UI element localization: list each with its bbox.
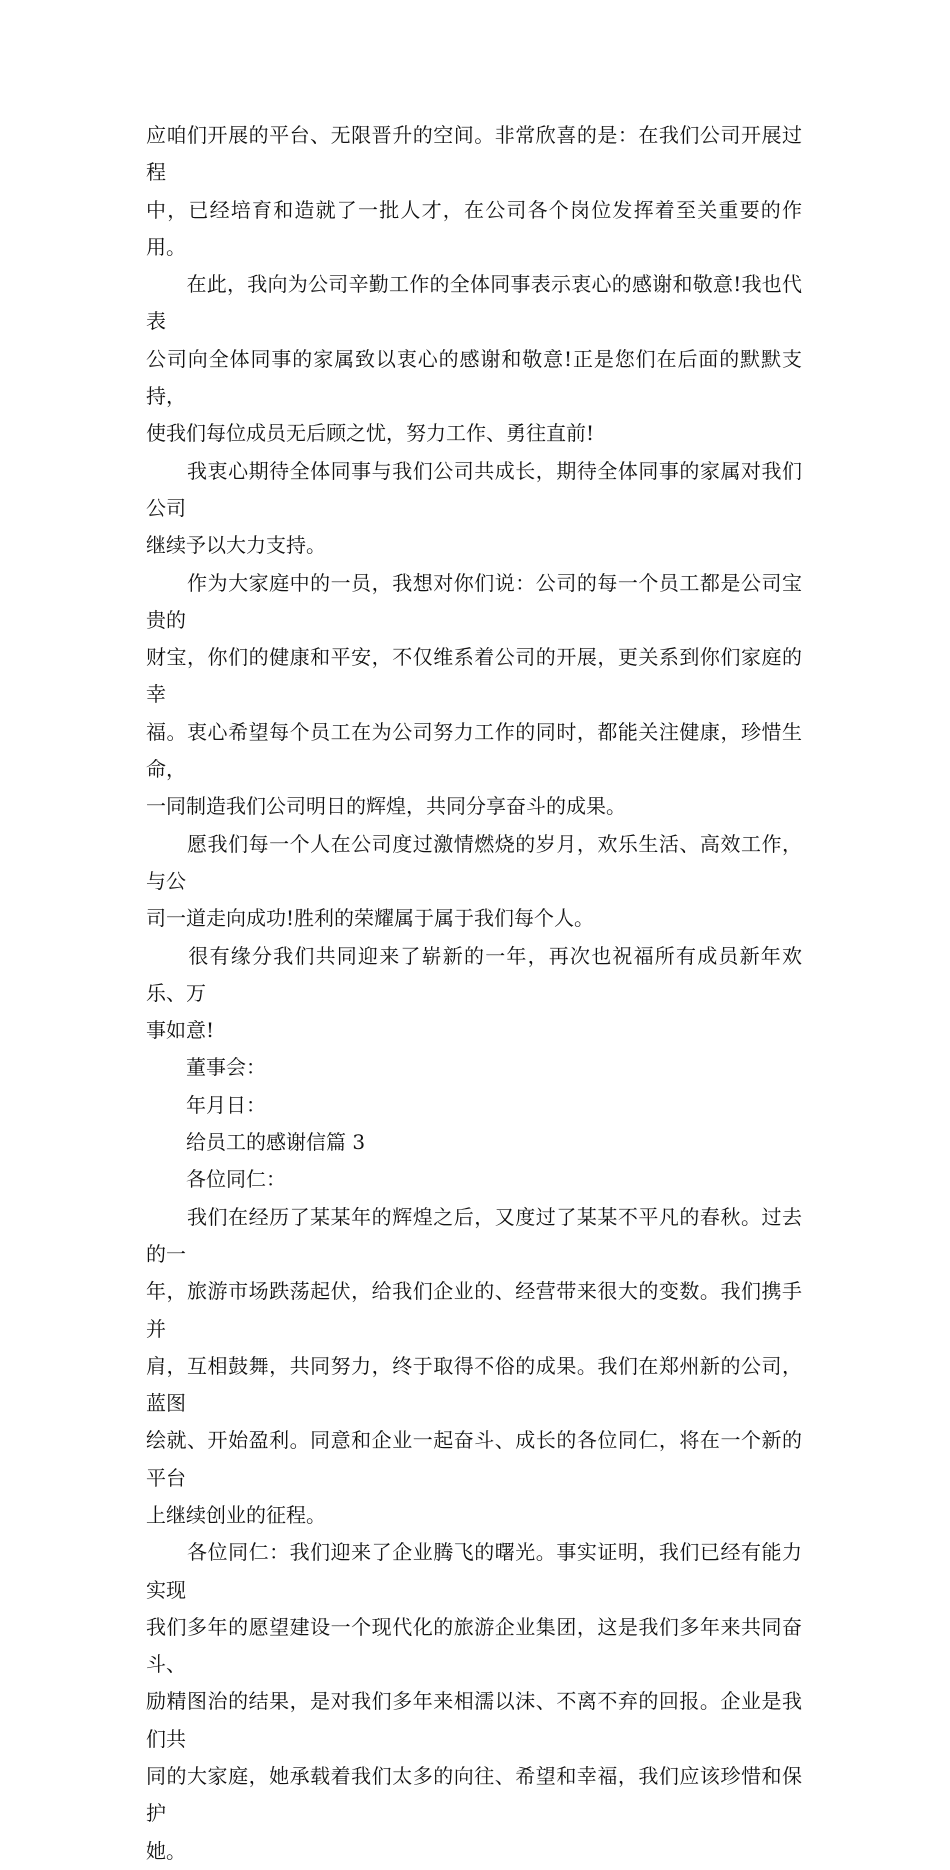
paragraph: 愿我们每一个人在公司度过激情燃烧的岁月，欢乐生活、高效工作，与公 司一道走向成功!胜利的荣耀属于属于我们每个人。 <box>146 831 802 931</box>
document-body <box>146 117 802 1870</box>
paragraph: 我衷心期待全体同事与我们公司共成长，期待全体同事的家属对我们公司 继续予以大力支持。 <box>146 458 802 558</box>
paragraph: 在此，我向为公司辛勤工作的全体同事表示衷心的感谢和敬意!我也代表 公司向全体同事的家属致以衷心的感谢和敬意!正是您们在后面的默默支持， 使我们每位成员无后顾之忧，努力工作、勇往直前! <box>146 272 802 446</box>
paragraph: 应咱们开展的平台、无限晋升的空间。非常欣喜的是：在我们公司开展过程 中，已经培育和造就了一批人才，在公司各个岗位发挥着至关重要的作用。 <box>146 123 802 259</box>
paragraph: 我们在经历了某某年的辉煌之后，又度过了某某不平凡的春秋。过去的一 年，旅游市场跌荡起伏，给我们企业的、经营带来很大的变数。我们携手并 肩，互相鼓舞，共同努力，终于取得不俗的成果。我们在郑州新的公司，蓝图 绘就、开始盈利。同意和企业一起奋斗、成长的各位同仁，将在一个新的平台 上继续创业的征程。 <box>146 1204 802 1527</box>
salutation: 各位同仁： <box>146 1167 286 1192</box>
paragraph: 作为大家庭中的一员，我想对你们说：公司的每一个员工都是公司宝贵的 财宝，你们的健康和平安，不仅维系着公司的开展，更关系到你们家庭的幸 福。衷心希望每个员工在为公司努力工作的同时，都能关注健康，珍惜生命， 一同制造我们公司明日的辉煌，共同分享奋斗的成果。 <box>146 570 802 819</box>
paragraph: 各位同仁：我们迎来了企业腾飞的曙光。事实证明，我们已经有能力实现 我们多年的愿望建设一个现代化的旅游企业集团，这是我们多年来共同奋斗、 励精图治的结果，是对我们多年来相濡以沫、不离不弃的回报。企业是我们共 同的大家庭，她承载着我们太多的向往、希望和幸福，我们应该珍惜和保护 她。 <box>146 1540 802 1863</box>
signature-board: 董事会： <box>146 1055 266 1080</box>
section-title: 给员工的感谢信篇 3 <box>146 1130 366 1155</box>
paragraph: 很有缘分我们共同迎来了崭新的一年，再次也祝福所有成员新年欢乐、万 事如意! <box>146 943 802 1043</box>
signature-date: 年月日： <box>146 1092 266 1117</box>
